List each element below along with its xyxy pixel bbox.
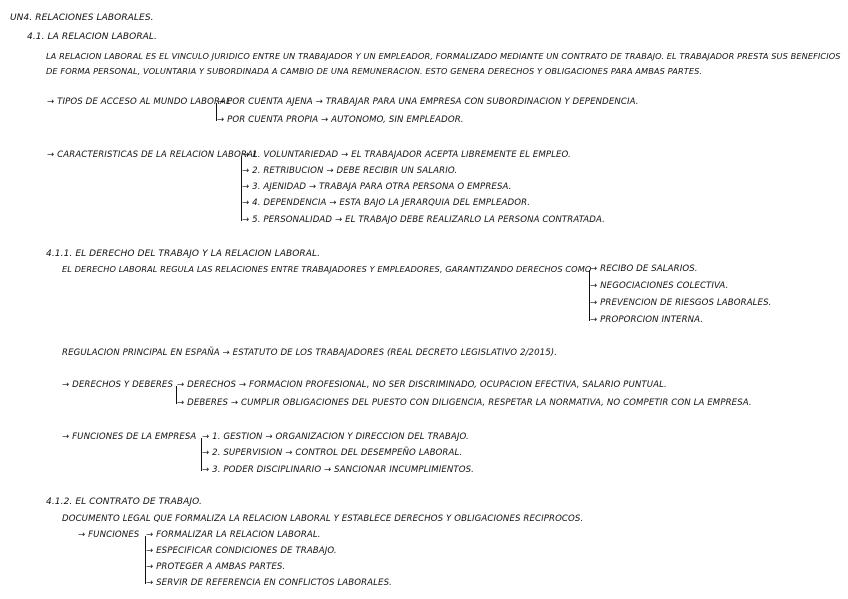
tipos-acceso-label: → TIPOS DE ACCESO AL MUNDO LABORAL <box>47 97 231 107</box>
tipo-acceso-item: → POR CUENTA PROPIA → AUTONOMO, SIN EMPLEADOR. <box>217 115 464 125</box>
funcion-empresa-item: → 3. PODER DISCIPLINARIO → SANCIONAR INCUMPLIMIENTOS. <box>202 465 474 475</box>
funciones-contrato-bracket <box>145 536 146 584</box>
caracteristica-item: → 3. AJENIDAD → TRABAJA PARA OTRA PERSONA O EMPRESA. <box>242 182 512 192</box>
section-4-1-paragraph-line-2: DE FORMA PERSONAL, VOLUNTARIA Y SUBORDINADA A CAMBIO DE UNA REMUNERACION. ESTO GENERA DERECHOS Y OBLIGACIONES PARA AMBAS PARTES. <box>46 66 703 76</box>
caracteristica-item: → 5. PERSONALIDAD → EL TRABAJO DEBE REALIZARLO LA PERSONA CONTRATADA. <box>242 215 605 225</box>
funcion-empresa-item: → 1. GESTION → ORGANIZACION Y DIRECCION DEL TRABAJO. <box>202 432 469 442</box>
derecho-item: → PREVENCION DE RIESGOS LABORALES. <box>590 298 772 308</box>
section-4-1-1-heading: 4.1.1. EL DERECHO DEL TRABAJO Y LA RELACION LABORAL. <box>46 249 321 259</box>
section-4-1-paragraph-line-1: LA RELACION LABORAL ES EL VINCULO JURIDICO ENTRE UN TRABAJADOR Y UN EMPLEADOR, FORMALIZADO MEDIANTE UN CONTRATO DE TRABAJO. EL TRABAJADOR PRESTA SUS BENEFICIOS <box>46 51 841 61</box>
caracteristica-item: → 1. VOLUNTARIEDAD → EL TRABAJADOR ACEPTA LIBREMENTE EL EMPLEO. <box>242 150 571 160</box>
caracteristicas-label: → CARACTERISTICAS DE LA RELACION LABORAL <box>47 150 258 160</box>
derecho-item: → RECIBO DE SALARIOS. <box>590 264 698 274</box>
funciones-contrato-label: → FUNCIONES <box>78 530 140 540</box>
section-4-1-2-intro: DOCUMENTO LEGAL QUE FORMALIZA LA RELACION LABORAL Y ESTABLECE DERECHOS Y OBLIGACIONES RECIPROCOS. <box>62 514 584 524</box>
regulacion-principal: REGULACION PRINCIPAL EN ESPAÑA → ESTATUTO DE LOS TRABAJADORES (REAL DECRETO LEGISLATIVO 2/2015). <box>62 348 558 358</box>
derecho-item: → NEGOCIACIONES COLECTIVA. <box>590 281 729 291</box>
funcion-empresa-item: → 2. SUPERVISION → CONTROL DEL DESEMPEÑO LABORAL. <box>202 448 463 458</box>
unit-title: UN4. RELACIONES LABORALES. <box>10 13 154 23</box>
derechos-deberes-item: → DEBERES → CUMPLIR OBLIGACIONES DEL PUESTO CON DILIGENCIA, RESPETAR LA NORMATIVA, NO COMPETIR CON LA EMPRESA. <box>177 398 752 408</box>
funcion-contrato-item: → FORMALIZAR LA RELACION LABORAL. <box>146 530 321 540</box>
funcion-contrato-item: → ESPECIFICAR CONDICIONES DE TRABAJO. <box>146 546 337 556</box>
caracteristica-item: → 2. RETRIBUCION → DEBE RECIBIR UN SALARIO. <box>242 166 458 176</box>
tipo-acceso-item: → POR CUENTA AJENA → TRABAJAR PARA UNA EMPRESA CON SUBORDINACION Y DEPENDENCIA. <box>217 97 639 107</box>
section-4-1-2-heading: 4.1.2. EL CONTRATO DE TRABAJO. <box>46 497 202 507</box>
derechos-como-bracket <box>589 270 590 321</box>
derechos-deberes-item: → DERECHOS → FORMACION PROFESIONAL, NO SER DISCRIMINADO, OCUPACION EFECTIVA, SALARIO PUNTUAL. <box>177 380 667 390</box>
funcion-contrato-item: → SERVIR DE REFERENCIA EN CONFLICTOS LABORALES. <box>146 578 392 588</box>
funcion-contrato-item: → PROTEGER A AMBAS PARTES. <box>146 562 286 572</box>
derechos-deberes-label: → DERECHOS Y DEBERES <box>62 380 174 390</box>
derecho-item: → PROPORCION INTERNA. <box>590 315 704 325</box>
section-4-1-heading: 4.1. LA RELACION LABORAL. <box>27 32 158 42</box>
caracteristica-item: → 4. DEPENDENCIA → ESTA BAJO LA JERARQUIA DEL EMPLEADOR. <box>242 198 531 208</box>
section-4-1-1-intro: EL DERECHO LABORAL REGULA LAS RELACIONES ENTRE TRABAJADORES Y EMPLEADORES, GARANTIZANDO DERECHOS COMO <box>62 264 592 274</box>
funciones-empresa-label: → FUNCIONES DE LA EMPRESA <box>62 432 197 442</box>
